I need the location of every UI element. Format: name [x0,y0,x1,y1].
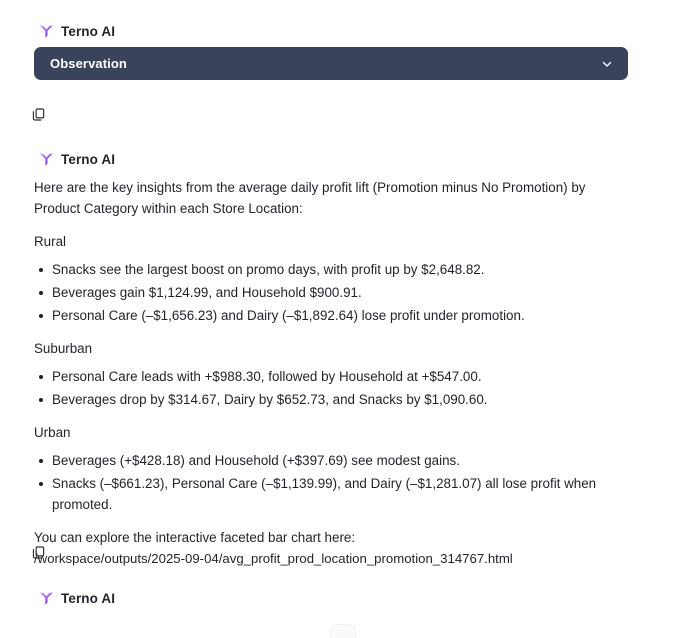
agent-name-label: Terno AI [61,23,116,39]
list-item: Personal Care (–$1,656.23) and Dairy (–$1,892.64) lose profit under promotion. [34,305,612,326]
partial-card-below-fold [330,624,356,638]
assistant-message-body [34,177,634,569]
agent-header-bottom [0,590,115,607]
group-heading-suburban: Suburban [34,341,93,356]
list-item: Beverages gain $1,124.99, and Household $900.91. [34,282,612,303]
terno-logo-icon [38,23,55,40]
agent-name-label: Terno AI [61,590,116,606]
message-intro-paragraph: Here are the key insights from the average daily profit lift (Promotion minus No Promotion) by Product Category within each Store Location: [34,180,586,216]
chevron-down-icon[interactable] [600,57,614,71]
closing-paragraph: You can explore the interactive faceted bar chart here: [34,530,356,545]
bullet-list-rural [34,259,634,326]
observation-accordion-header[interactable] [34,47,628,80]
list-item: Snacks (–$661.23), Personal Care (–$1,139.99), and Dairy (–$1,281.07) all lose profit when promoted. [34,473,612,515]
observation-label: Observation [50,56,127,71]
list-item: Beverages drop by $314.67, Dairy by $652.73, and Snacks by $1,090.60. [34,389,612,410]
terno-logo-icon [38,151,55,168]
bullet-list-suburban [34,366,634,410]
copy-icon [31,107,46,122]
list-item: Snacks see the largest boost on promo days, with profit up by $2,648.82. [34,259,612,280]
group-heading-urban: Urban [34,425,71,440]
bullet-list-urban [34,450,634,515]
agent-header-top [0,23,115,40]
list-item: Personal Care leads with +$988.30, followed by Household at +$547.00. [34,366,612,387]
artifact-path[interactable]: /workspace/outputs/2025-09-04/avg_profit_prod_location_promotion_314767.html [34,551,513,566]
terno-logo-icon [38,590,55,607]
list-item: Beverages (+$428.18) and Household (+$397.69) see modest gains. [34,450,612,471]
copy-icon [31,545,46,560]
agent-name-label: Terno AI [61,151,116,167]
copy-observation-button[interactable] [27,103,49,125]
copy-message-button[interactable] [27,541,49,563]
group-heading-rural: Rural [34,234,66,249]
agent-header-middle [0,151,115,168]
